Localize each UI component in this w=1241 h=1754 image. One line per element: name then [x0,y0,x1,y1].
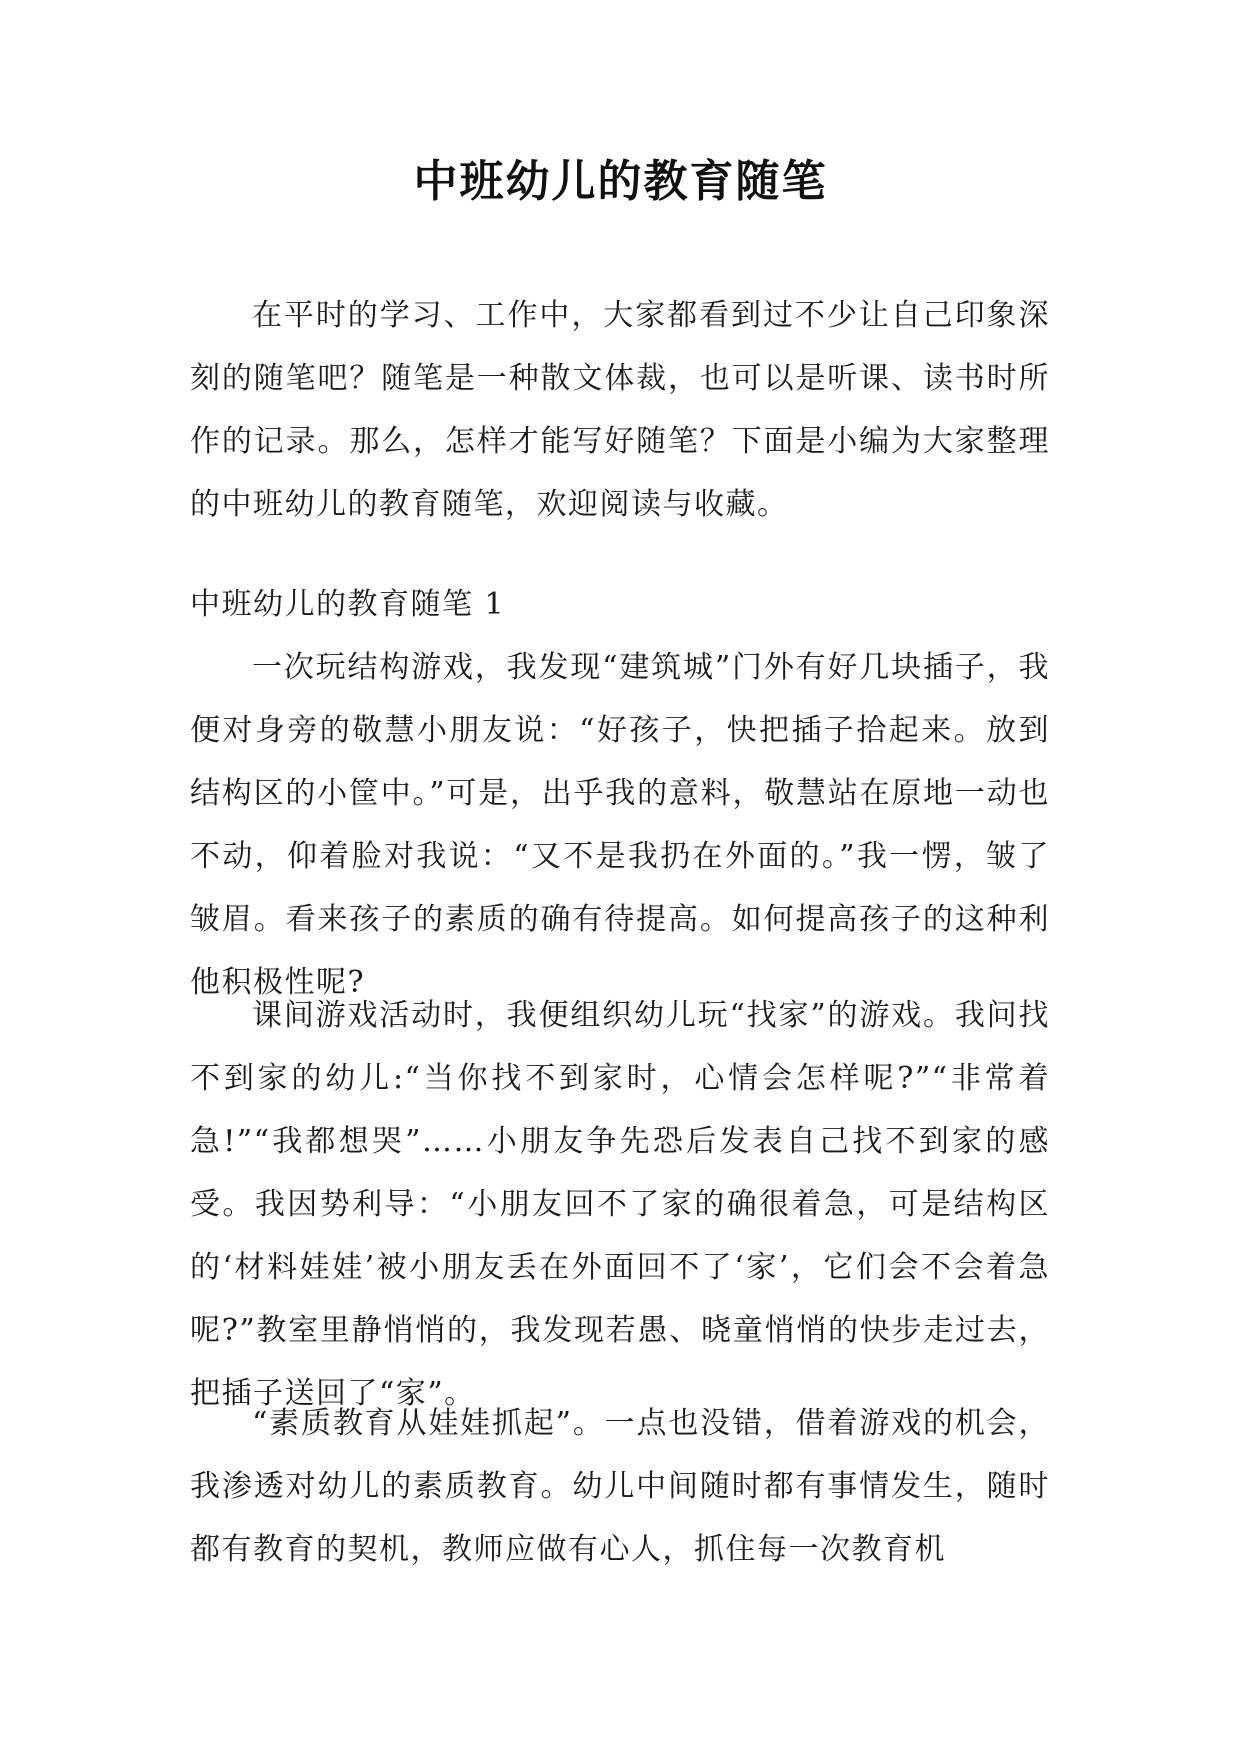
intro-paragraph: 在平时的学习、工作中，大家都看到过不少让自己印象深刻的随笔吧？随笔是一种散文体裁，也可以是听课、读书时所作的记录。那么，怎样才能写好随笔？下面是小编为大家整理的中班幼儿的教育随笔，欢迎阅读与收藏。 [190,298,1050,522]
body-paragraph: “素质教育从娃娃抓起”。一点也没错，借着游戏的机会，我渗透对幼儿的素质教育。幼儿中间随时都有事情发生，随时都有教育的契机，教师应做有心人，抓住每一次教育机 [190,1406,1050,1567]
body-paragraph: 一次玩结构游戏，我发现“建筑城”门外有好几块插子，我便对身旁的敬慧小朋友说：“好孩子，快把插子拾起来。放到结构区的小筐中。”可是，出乎我的意料，敬慧站在原地一动也不动，仰着脸对我说：“又不是我扔在外面的。”我一愣，皱了皱眉。看来孩子的素质的确有待提高。如何提高孩子的这种利他积极性呢? [190,650,1050,1000]
section-heading: 中班幼儿的教育随笔 1 [190,587,506,622]
body-paragraph: 课间游戏活动时，我便组织幼儿玩“找家”的游戏。我问找不到家的幼儿:“当你找不到家时，心情会怎样呢?”“非常着急!”“我都想哭”……小朋友争先恐后发表自己找不到家的感受。我因势利导：“小朋友回不了家的确很着急，可是结构区的‘材料娃娃’被小朋友丢在外面回不了‘家’，它们会不会着急呢?”教室里静悄悄的，我发现若愚、晓童悄悄的快步走过去，把插子送回了“家”。 [190,998,1050,1411]
document-title: 中班幼儿的教育随笔 [413,156,828,207]
